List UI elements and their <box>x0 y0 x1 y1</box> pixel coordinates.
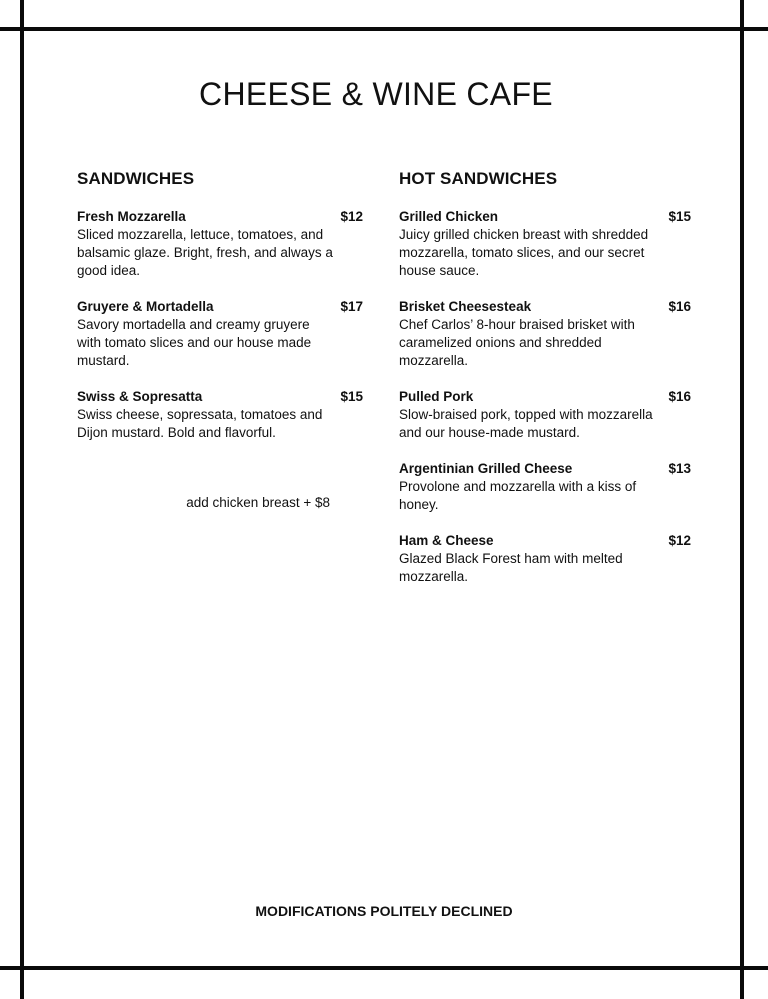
item-description: Juicy grilled chicken breast with shredded mozzarella, tomato slices, and our secret house sauce. <box>399 227 649 278</box>
item-name: Pulled Pork <box>399 389 474 404</box>
item-description: Chef Carlos’ 8-hour braised brisket with caramelized onions and shredded mozzarella. <box>399 317 635 368</box>
addon-note: add chicken breast + $8 <box>186 495 330 510</box>
item-price: $12 <box>340 209 363 224</box>
item-description: Sliced mozzarella, lettuce, tomatoes, and balsamic glaze. Bright, fresh, and always a good idea. <box>77 227 333 278</box>
menu-item <box>399 208 691 280</box>
section-heading-sandwiches: SANDWICHES <box>77 169 195 188</box>
frame-line-top <box>0 27 768 31</box>
item-description: Provolone and mozzarella with a kiss of honey. <box>399 479 637 512</box>
item-name: Gruyere & Mortadella <box>77 299 214 314</box>
item-price: $16 <box>668 299 691 314</box>
item-name: Brisket Cheesesteak <box>399 299 532 314</box>
item-price: $15 <box>340 389 363 404</box>
item-description: Savory mortadella and creamy gruyere with tomato slices and our house made mustard. <box>77 317 312 368</box>
menu-item <box>399 532 691 586</box>
item-name: Grilled Chicken <box>399 209 499 224</box>
sandwiches-section <box>77 168 363 460</box>
item-price: $15 <box>668 209 691 224</box>
item-description: Swiss cheese, sopressata, tomatoes and Dijon mustard. Bold and flavorful. <box>77 407 323 440</box>
menu-item <box>399 460 691 514</box>
item-name: Swiss & Sopresatta <box>77 389 203 404</box>
item-name: Fresh Mozzarella <box>77 209 186 224</box>
item-name: Ham & Cheese <box>399 533 494 548</box>
hot-sandwiches-section <box>399 168 691 604</box>
item-price: $17 <box>340 299 363 314</box>
frame-line-bottom <box>0 966 768 970</box>
item-price: $13 <box>668 461 691 476</box>
item-price: $12 <box>668 533 691 548</box>
frame-line-right <box>740 0 744 999</box>
menu-item <box>399 298 691 370</box>
footer-note: MODIFICATIONS POLITELY DECLINED <box>255 903 513 919</box>
menu-item <box>77 388 363 442</box>
section-heading-hot-sandwiches: HOT SANDWICHES <box>399 169 558 188</box>
item-description: Glazed Black Forest ham with melted mozzarella. <box>399 551 623 584</box>
frame-line-left <box>20 0 24 999</box>
menu-item <box>399 388 691 442</box>
item-name: Argentinian Grilled Cheese <box>399 461 573 476</box>
menu-item <box>77 208 363 280</box>
item-description: Slow-braised pork, topped with mozzarella and our house-made mustard. <box>399 407 653 440</box>
item-price: $16 <box>668 389 691 404</box>
menu-item <box>77 298 363 370</box>
menu-title: CHEESE & WINE CAFE <box>199 76 553 112</box>
